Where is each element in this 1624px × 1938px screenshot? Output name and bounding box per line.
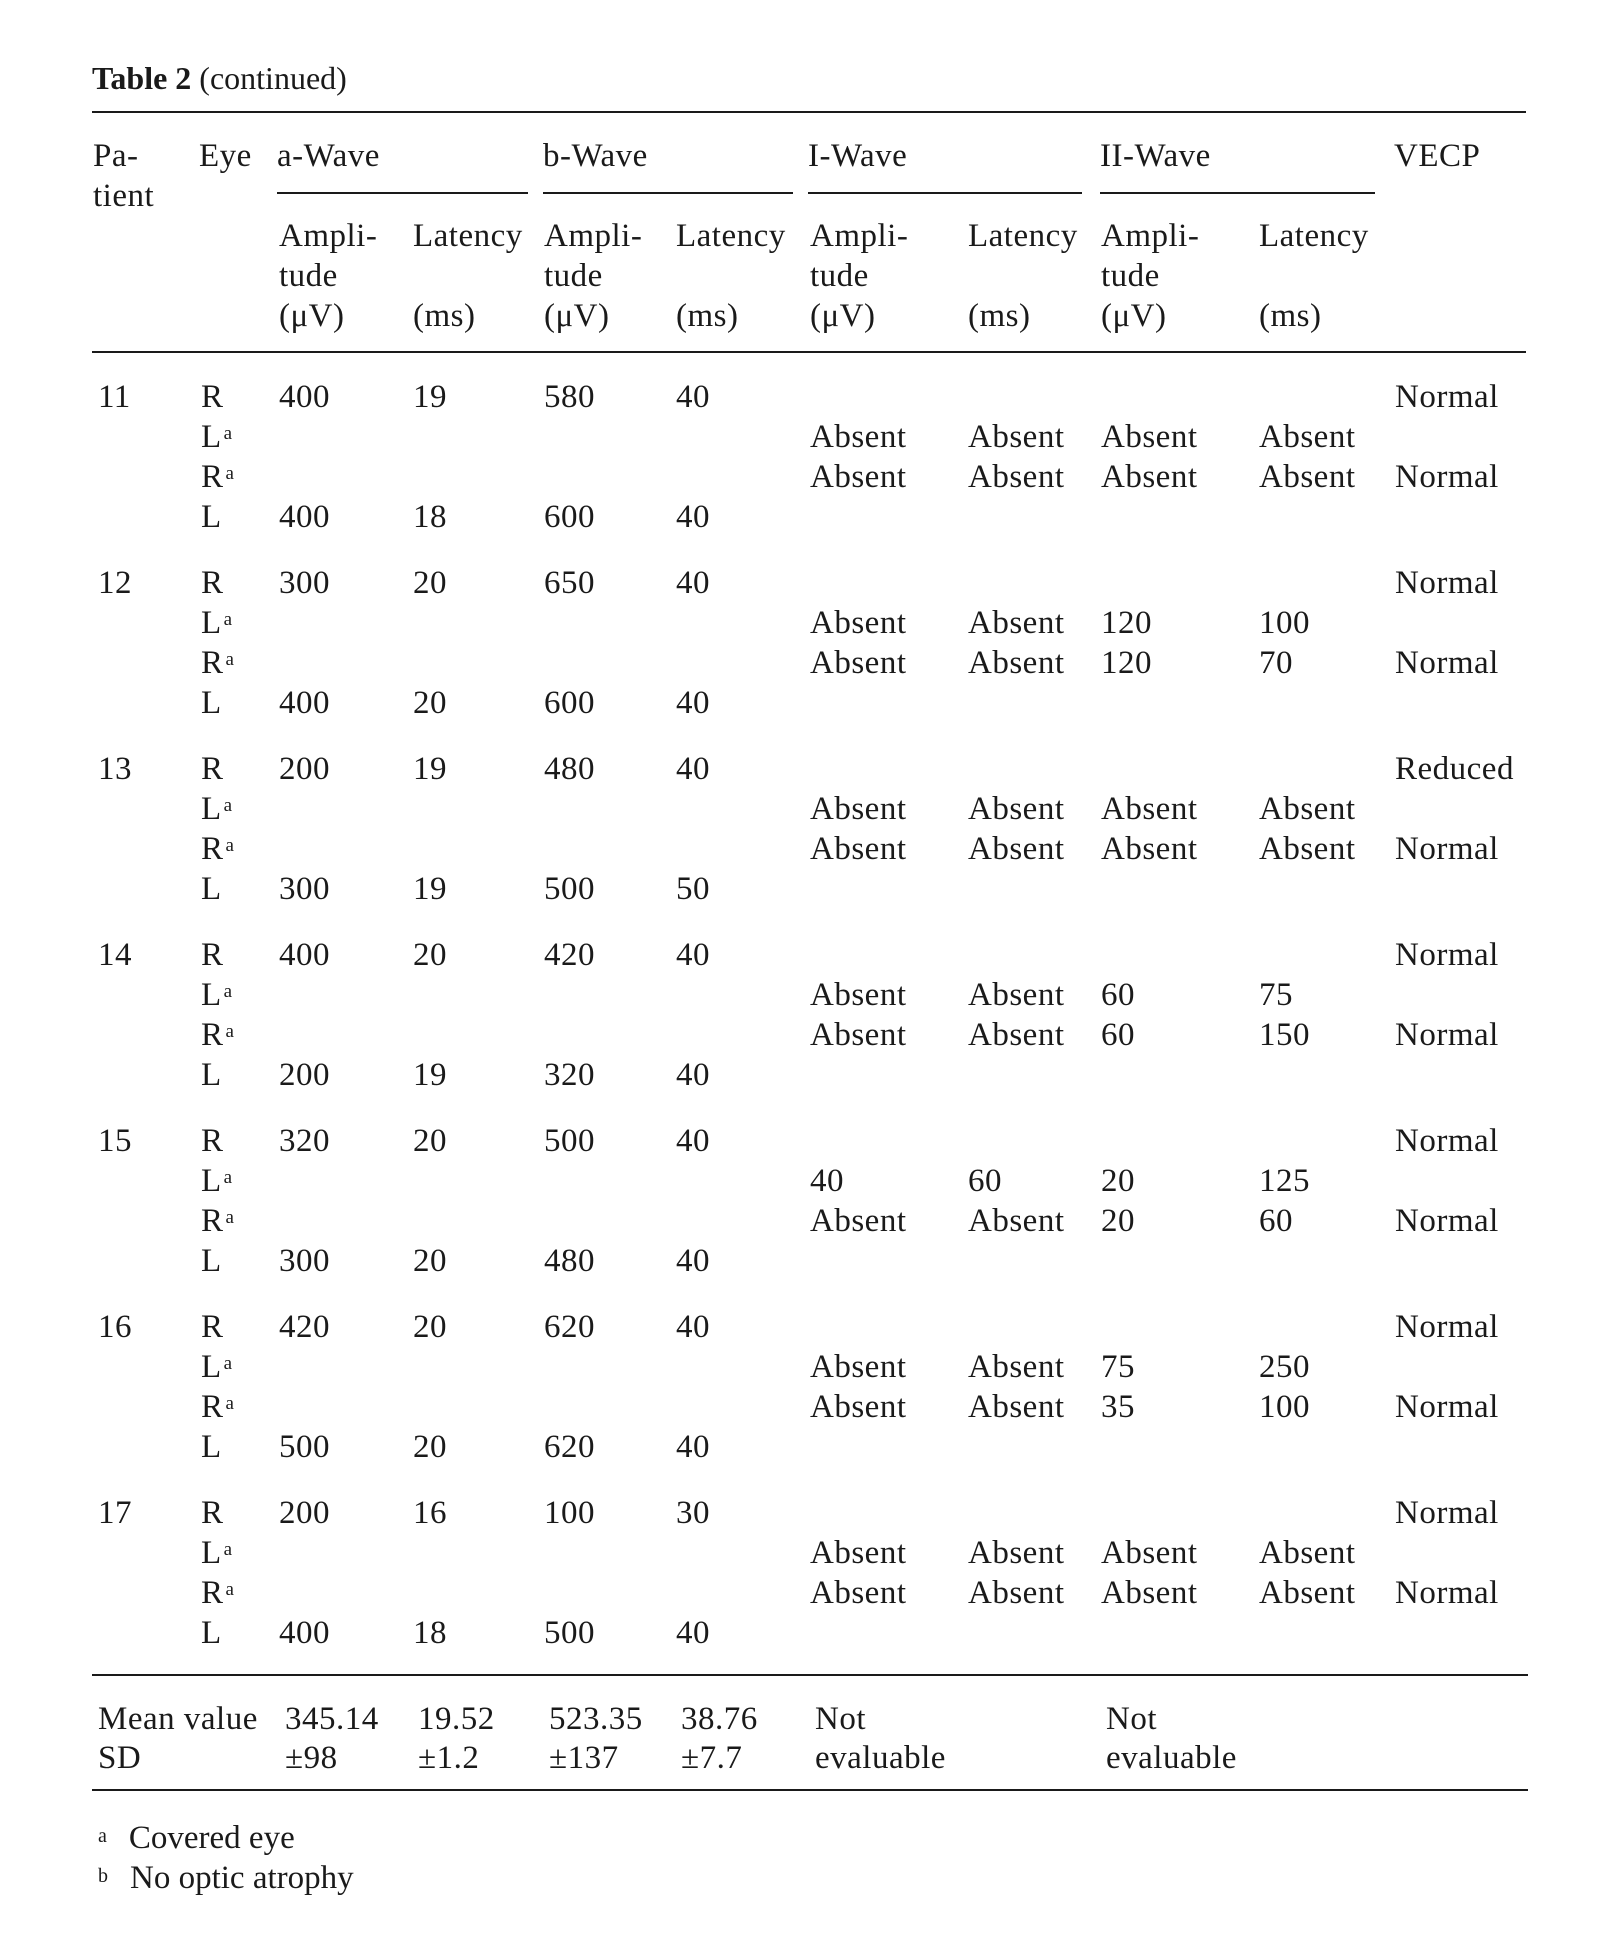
cell-ii-lat: 75 <box>1259 977 1293 1013</box>
covered-eye-mark: a <box>223 1167 233 1188</box>
cell-a-amp: 420 <box>279 1309 330 1345</box>
cell-a-amp: 200 <box>279 1495 330 1531</box>
header-i-wave: I-Wave <box>808 138 908 174</box>
cell-b-lat: 40 <box>676 1309 710 1345</box>
cell-ii-lat: 150 <box>1259 1017 1310 1053</box>
eye-label: L <box>201 1057 222 1093</box>
cell-i-amp: 40 <box>810 1163 844 1199</box>
eye-label: L <box>201 977 222 1013</box>
cell-b-lat: 40 <box>676 1243 710 1279</box>
eye-cell <box>201 1201 234 1241</box>
cell-b-amp: 650 <box>544 565 595 601</box>
cell-b-amp: 320 <box>544 1057 595 1093</box>
cell-ii-lat: Absent <box>1259 831 1356 867</box>
cell-i-amp: Absent <box>810 419 907 455</box>
subheader-b-amp-line2: tude <box>544 258 603 294</box>
cell-a-lat: 19 <box>413 751 447 787</box>
header-a-wave: a-Wave <box>277 138 380 174</box>
cell-vecp: Normal <box>1395 379 1499 415</box>
subheader-a-amp-unit: (μV) <box>279 298 345 334</box>
cell-i-lat: Absent <box>968 1203 1065 1239</box>
covered-eye-mark: a <box>223 609 233 630</box>
cell-vecp: Normal <box>1395 1203 1499 1239</box>
cell-a-amp: 300 <box>279 565 330 601</box>
cell-b-lat: 40 <box>676 1429 710 1465</box>
patient-id: 12 <box>98 565 132 601</box>
footnote-b-text: No optic atrophy <box>130 1860 354 1896</box>
cell-ii-lat: 60 <box>1259 1203 1293 1239</box>
eye-label: L <box>201 1163 222 1199</box>
cell-i-amp: Absent <box>810 977 907 1013</box>
covered-eye-mark: a <box>223 423 233 444</box>
cell-b-amp: 480 <box>544 1243 595 1279</box>
footnote-a <box>98 1818 295 1858</box>
summary-label: SD <box>98 1740 142 1776</box>
cell-i-amp: Absent <box>810 459 907 495</box>
top-rule <box>92 111 1526 113</box>
summary-top-rule <box>92 1674 1528 1676</box>
cell-ii-amp: Absent <box>1101 1575 1198 1611</box>
cell-i-lat: Absent <box>968 1575 1065 1611</box>
cell-ii-amp: 120 <box>1101 645 1152 681</box>
eye-label: L <box>201 1243 222 1279</box>
patient-id: 14 <box>98 937 132 973</box>
cell-i-amp: Absent <box>810 1349 907 1385</box>
table-title <box>92 58 347 98</box>
eye-cell <box>201 1573 234 1613</box>
cell-ii-lat: 125 <box>1259 1163 1310 1199</box>
subheader-ii-lat-unit: (ms) <box>1259 298 1322 334</box>
cell-ii-amp: 20 <box>1101 1203 1135 1239</box>
eye-cell <box>201 749 224 789</box>
header-patient-line1: Pa- <box>93 138 139 174</box>
cell-b-lat: 40 <box>676 1615 710 1651</box>
cell-i-amp: Absent <box>810 1575 907 1611</box>
eye-label: R <box>201 1575 224 1611</box>
cell-vecp: Normal <box>1395 1389 1499 1425</box>
summary-a-amp: ±98 <box>285 1740 338 1776</box>
subheader-a-lat-unit: (ms) <box>413 298 476 334</box>
cell-i-amp: Absent <box>810 1017 907 1053</box>
cell-b-amp: 580 <box>544 379 595 415</box>
table-title-suffix: (continued) <box>199 60 347 96</box>
eye-cell <box>201 975 233 1015</box>
cell-vecp: Normal <box>1395 1575 1499 1611</box>
cell-i-lat: 60 <box>968 1163 1002 1199</box>
eye-cell <box>201 417 233 457</box>
cell-a-lat: 19 <box>413 1057 447 1093</box>
cell-a-lat: 20 <box>413 937 447 973</box>
cell-a-amp: 320 <box>279 1123 330 1159</box>
subheader-b-lat-unit: (ms) <box>676 298 739 334</box>
cell-b-amp: 500 <box>544 1123 595 1159</box>
cell-vecp: Reduced <box>1395 751 1514 787</box>
eye-label: R <box>201 459 224 495</box>
cell-ii-amp: Absent <box>1101 831 1198 867</box>
cell-b-amp: 480 <box>544 751 595 787</box>
eye-cell <box>201 935 224 975</box>
cell-a-amp: 400 <box>279 379 330 415</box>
cell-a-lat: 20 <box>413 685 447 721</box>
cell-vecp: Normal <box>1395 937 1499 973</box>
eye-label: L <box>201 499 222 535</box>
eye-cell <box>201 643 234 683</box>
cell-a-amp: 400 <box>279 937 330 973</box>
cell-b-lat: 40 <box>676 565 710 601</box>
covered-eye-mark: a <box>225 835 235 856</box>
eye-cell <box>201 1121 224 1161</box>
cell-ii-lat: 100 <box>1259 1389 1310 1425</box>
covered-eye-mark: a <box>223 981 233 1002</box>
summary-ii: evaluable <box>1106 1740 1237 1776</box>
eye-label: L <box>201 791 222 827</box>
cell-vecp: Normal <box>1395 1017 1499 1053</box>
cell-ii-lat: Absent <box>1259 1575 1356 1611</box>
cell-ii-amp: Absent <box>1101 1535 1198 1571</box>
subheader-i-lat-label: Latency <box>968 218 1078 254</box>
cell-ii-lat: Absent <box>1259 1535 1356 1571</box>
summary-i: Not <box>815 1701 866 1737</box>
footnote-b-mark: b <box>98 1865 108 1887</box>
subheader-b-amp-unit: (μV) <box>544 298 610 334</box>
cell-b-amp: 500 <box>544 1615 595 1651</box>
eye-cell <box>201 1427 222 1467</box>
cell-b-lat: 40 <box>676 499 710 535</box>
eye-label: R <box>201 1017 224 1053</box>
eye-label: R <box>201 379 224 415</box>
cell-ii-lat: Absent <box>1259 791 1356 827</box>
cell-b-amp: 100 <box>544 1495 595 1531</box>
subheader-a-amp-line1: Ampli- <box>279 218 378 254</box>
subheader-b-amp-line1: Ampli- <box>544 218 643 254</box>
cell-a-lat: 20 <box>413 1429 447 1465</box>
cell-a-lat: 20 <box>413 1309 447 1345</box>
covered-eye-mark: a <box>223 1539 233 1560</box>
cell-ii-amp: 20 <box>1101 1163 1135 1199</box>
eye-label: R <box>201 565 224 601</box>
cell-i-amp: Absent <box>810 605 907 641</box>
subheader-ii-amp-line2: tude <box>1101 258 1160 294</box>
eye-cell <box>201 1307 224 1347</box>
cell-a-lat: 19 <box>413 871 447 907</box>
eye-cell <box>201 869 222 909</box>
footnote-a-text: Covered eye <box>128 1820 295 1856</box>
header-b-wave: b-Wave <box>543 138 648 174</box>
covered-eye-mark: a <box>225 463 235 484</box>
cell-i-amp: Absent <box>810 1535 907 1571</box>
cell-a-lat: 20 <box>413 1123 447 1159</box>
cell-b-lat: 50 <box>676 871 710 907</box>
cell-i-amp: Absent <box>810 645 907 681</box>
cell-i-lat: Absent <box>968 459 1065 495</box>
summary-a-amp: 345.14 <box>285 1701 379 1737</box>
eye-cell <box>201 377 224 417</box>
cell-b-lat: 30 <box>676 1495 710 1531</box>
subheader-ii-amp-line1: Ampli- <box>1101 218 1200 254</box>
summary-a-lat: ±1.2 <box>418 1740 480 1776</box>
cell-vecp: Normal <box>1395 645 1499 681</box>
eye-label: L <box>201 1615 222 1651</box>
eye-cell <box>201 1533 233 1573</box>
bottom-rule <box>92 1789 1528 1791</box>
covered-eye-mark: a <box>225 1393 235 1414</box>
cell-a-amp: 300 <box>279 871 330 907</box>
eye-cell <box>201 829 234 869</box>
patient-id: 17 <box>98 1495 132 1531</box>
ii-wave-underline <box>1100 192 1375 194</box>
cell-i-lat: Absent <box>968 419 1065 455</box>
eye-cell <box>201 1241 222 1281</box>
cell-a-lat: 18 <box>413 1615 447 1651</box>
cell-vecp: Normal <box>1395 831 1499 867</box>
cell-b-lat: 40 <box>676 379 710 415</box>
cell-a-amp: 200 <box>279 1057 330 1093</box>
cell-ii-amp: 60 <box>1101 1017 1135 1053</box>
cell-a-lat: 18 <box>413 499 447 535</box>
eye-label: L <box>201 1535 222 1571</box>
eye-label: L <box>201 1349 222 1385</box>
cell-vecp: Normal <box>1395 1309 1499 1345</box>
cell-vecp: Normal <box>1395 459 1499 495</box>
cell-a-amp: 400 <box>279 499 330 535</box>
subheader-b-lat-label: Latency <box>676 218 786 254</box>
cell-i-lat: Absent <box>968 1349 1065 1385</box>
b-wave-underline <box>543 192 793 194</box>
eye-cell <box>201 1055 222 1095</box>
eye-label: R <box>201 1495 224 1531</box>
cell-i-amp: Absent <box>810 1389 907 1425</box>
eye-cell <box>201 1387 234 1427</box>
eye-label: R <box>201 1203 224 1239</box>
eye-label: R <box>201 937 224 973</box>
covered-eye-mark: a <box>225 1207 235 1228</box>
patient-id: 15 <box>98 1123 132 1159</box>
covered-eye-mark: a <box>223 1353 233 1374</box>
cell-b-amp: 600 <box>544 499 595 535</box>
eye-cell <box>201 1493 224 1533</box>
cell-ii-amp: Absent <box>1101 419 1198 455</box>
eye-cell <box>201 497 222 537</box>
header-eye: Eye <box>199 138 252 174</box>
subheader-a-amp-line2: tude <box>279 258 338 294</box>
cell-b-amp: 500 <box>544 871 595 907</box>
header-vecp: VECP <box>1394 138 1481 174</box>
footnote-b <box>98 1858 354 1898</box>
summary-i: evaluable <box>815 1740 946 1776</box>
cell-a-amp: 400 <box>279 1615 330 1651</box>
covered-eye-mark: a <box>225 1579 235 1600</box>
patient-id: 13 <box>98 751 132 787</box>
cell-vecp: Normal <box>1395 565 1499 601</box>
patient-id: 11 <box>98 379 131 415</box>
cell-i-lat: Absent <box>968 1389 1065 1425</box>
cell-a-amp: 200 <box>279 751 330 787</box>
eye-label: L <box>201 419 222 455</box>
eye-label: L <box>201 685 222 721</box>
summary-b-lat: 38.76 <box>681 1701 758 1737</box>
eye-label: R <box>201 645 224 681</box>
cell-ii-lat: 100 <box>1259 605 1310 641</box>
cell-i-lat: Absent <box>968 791 1065 827</box>
cell-vecp: Normal <box>1395 1495 1499 1531</box>
eye-cell <box>201 457 234 497</box>
cell-i-lat: Absent <box>968 1017 1065 1053</box>
subheader-i-amp-line2: tude <box>810 258 869 294</box>
eye-cell <box>201 1613 222 1653</box>
cell-a-amp: 400 <box>279 685 330 721</box>
summary-b-amp: 523.35 <box>549 1701 643 1737</box>
cell-ii-amp: 60 <box>1101 977 1135 1013</box>
covered-eye-mark: a <box>225 1021 235 1042</box>
cell-i-lat: Absent <box>968 831 1065 867</box>
cell-b-lat: 40 <box>676 1057 710 1093</box>
cell-b-lat: 40 <box>676 685 710 721</box>
header-rule <box>92 351 1526 353</box>
cell-ii-lat: Absent <box>1259 419 1356 455</box>
cell-b-lat: 40 <box>676 937 710 973</box>
cell-ii-amp: Absent <box>1101 459 1198 495</box>
eye-cell <box>201 789 233 829</box>
eye-label: R <box>201 1309 224 1345</box>
cell-i-amp: Absent <box>810 831 907 867</box>
cell-b-amp: 420 <box>544 937 595 973</box>
eye-cell <box>201 1347 233 1387</box>
cell-vecp: Normal <box>1395 1123 1499 1159</box>
cell-b-lat: 40 <box>676 1123 710 1159</box>
cell-ii-lat: 250 <box>1259 1349 1310 1385</box>
eye-label: R <box>201 1123 224 1159</box>
cell-ii-amp: 35 <box>1101 1389 1135 1425</box>
cell-i-amp: Absent <box>810 791 907 827</box>
cell-a-lat: 16 <box>413 1495 447 1531</box>
header-patient-line2: tient <box>93 178 155 214</box>
summary-a-lat: 19.52 <box>418 1701 495 1737</box>
covered-eye-mark: a <box>225 649 235 670</box>
eye-cell <box>201 683 222 723</box>
cell-i-lat: Absent <box>968 977 1065 1013</box>
cell-ii-lat: 70 <box>1259 645 1293 681</box>
subheader-ii-amp-unit: (μV) <box>1101 298 1167 334</box>
eye-cell <box>201 563 224 603</box>
cell-ii-amp: Absent <box>1101 791 1198 827</box>
cell-i-lat: Absent <box>968 645 1065 681</box>
cell-i-amp: Absent <box>810 1203 907 1239</box>
footnote-a-mark: a <box>98 1825 107 1847</box>
eye-label: R <box>201 831 224 867</box>
cell-a-lat: 20 <box>413 1243 447 1279</box>
eye-label: L <box>201 1429 222 1465</box>
a-wave-underline <box>277 192 528 194</box>
eye-label: L <box>201 871 222 907</box>
eye-cell <box>201 1015 234 1055</box>
cell-b-amp: 600 <box>544 685 595 721</box>
subheader-a-lat-label: Latency <box>413 218 523 254</box>
eye-label: L <box>201 605 222 641</box>
cell-ii-amp: 75 <box>1101 1349 1135 1385</box>
patient-id: 16 <box>98 1309 132 1345</box>
cell-a-amp: 300 <box>279 1243 330 1279</box>
eye-cell <box>201 1161 233 1201</box>
summary-label: Mean value <box>98 1701 258 1737</box>
i-wave-underline <box>808 192 1082 194</box>
cell-b-amp: 620 <box>544 1309 595 1345</box>
cell-ii-lat: Absent <box>1259 459 1356 495</box>
covered-eye-mark: a <box>223 795 233 816</box>
header-ii-wave: II-Wave <box>1100 138 1211 174</box>
cell-a-amp: 500 <box>279 1429 330 1465</box>
subheader-i-amp-line1: Ampli- <box>810 218 909 254</box>
summary-b-lat: ±7.7 <box>681 1740 743 1776</box>
cell-b-amp: 620 <box>544 1429 595 1465</box>
subheader-ii-lat-label: Latency <box>1259 218 1369 254</box>
cell-ii-amp: 120 <box>1101 605 1152 641</box>
summary-ii: Not <box>1106 1701 1157 1737</box>
table-title-label: Table 2 <box>92 60 192 96</box>
eye-cell <box>201 603 233 643</box>
cell-b-lat: 40 <box>676 751 710 787</box>
cell-a-lat: 19 <box>413 379 447 415</box>
subheader-i-lat-unit: (ms) <box>968 298 1031 334</box>
cell-a-lat: 20 <box>413 565 447 601</box>
cell-i-lat: Absent <box>968 605 1065 641</box>
eye-label: R <box>201 751 224 787</box>
eye-label: R <box>201 1389 224 1425</box>
subheader-i-amp-unit: (μV) <box>810 298 876 334</box>
summary-b-amp: ±137 <box>549 1740 619 1776</box>
cell-i-lat: Absent <box>968 1535 1065 1571</box>
